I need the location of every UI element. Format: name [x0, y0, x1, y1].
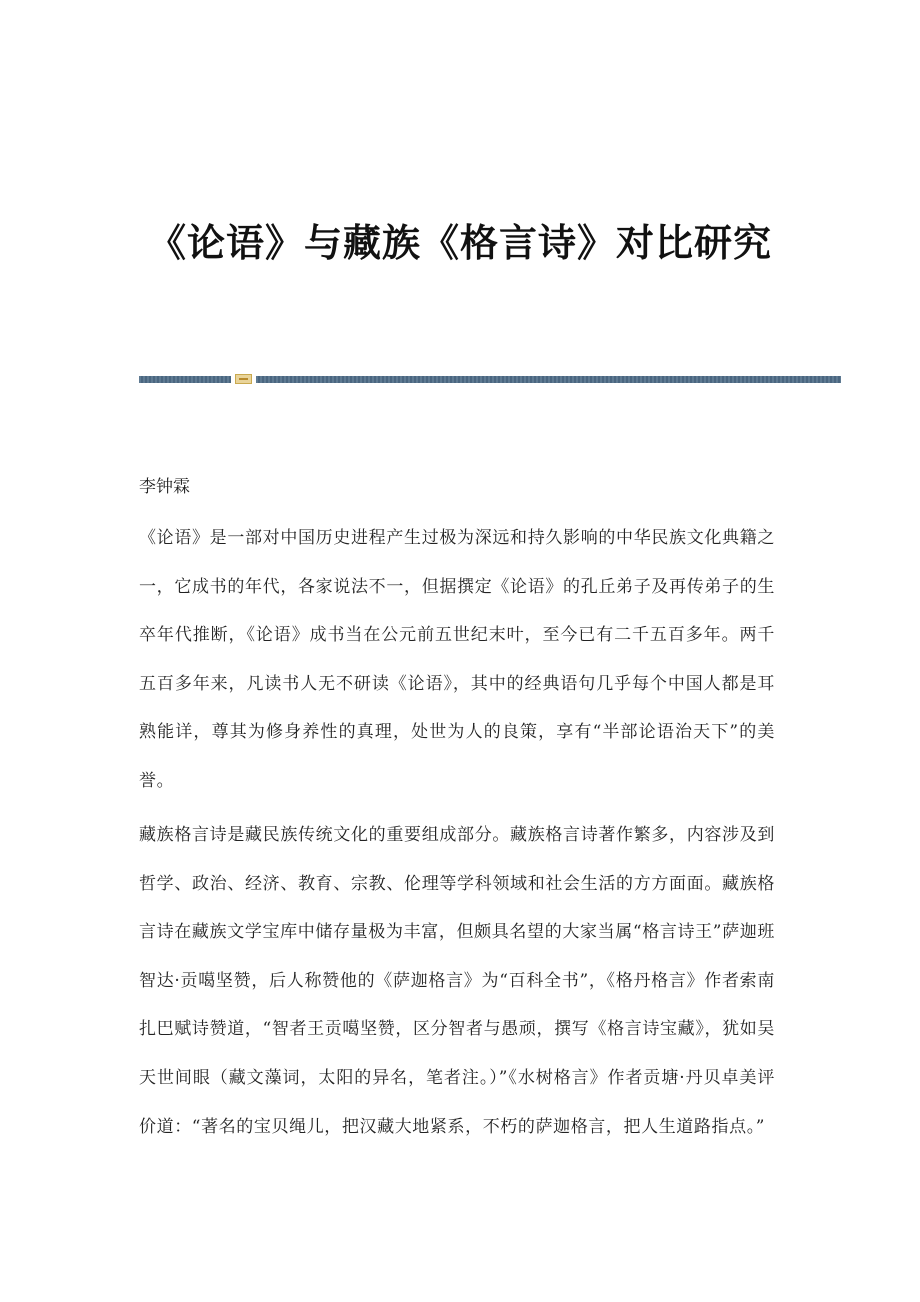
document-title: 《论语》与藏族《格言诗》对比研究: [147, 220, 772, 265]
divider-ornament-icon: [235, 374, 252, 384]
body-paragraph-2: 藏族格言诗是藏民族传统文化的重要组成部分。藏族格言诗著作繁多，内容涉及到哲学、政治、经济、教育、宗教、伦理等学科领域和社会生活的方方面面。藏族格言诗在藏族文学宝库中储存量极为丰富，但颇具名望的大家当属“格言诗王”萨迦班智达·贡噶坚赞，后人称赞他的《萨迦格言》为“百科全书”，《格丹格言》作者索南扎巴赋诗赞道，“智者王贡噶坚赞，区分智者与愚顽，撰写《格言诗宝藏》，犹如吴天世间眼（藏文藻词，太阳的异名，笔者注。）”《水树格言》作者贡塘·丹贝卓美评价道：“著名的宝贝绳儿，把汉藏大地紧系，不朽的萨迦格言，把人生道路指点。”: [139, 825, 775, 1137]
body-paragraph-1: 《论语》是一部对中国历史进程产生过极为深远和持久影响的中华民族文化典籍之一，它成书的年代，各家说法不一，但据撰定《论语》的孔丘弟子及再传弟子的生卒年代推断，《论语》成书当在公元前五世纪末叶，至今已有二千五百多年。两千五百多年来，凡读书人无不研读《论语》，其中的经典语句几乎每个中国人都是耳熟能详，尊其为修身养性的真理，处世为人的良策，享有“半部论语治天下”的美誉。: [139, 528, 775, 791]
divider-bar-left: [139, 376, 231, 383]
author-name: 李钟霖: [139, 477, 190, 497]
title-divider: [139, 374, 841, 384]
divider-bar-right: [256, 376, 841, 383]
